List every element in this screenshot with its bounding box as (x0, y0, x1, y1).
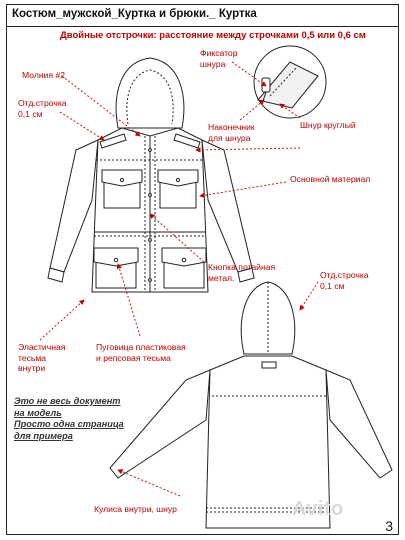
label-cord-tip-line1: Наконечник (208, 122, 255, 132)
label-main-fabric: Основной материал (290, 174, 371, 184)
label-topstitch (18, 98, 67, 119)
label-cord-tip-line2: для шнура (208, 132, 251, 143)
label-topstitch-line2: 0,1 см (18, 108, 43, 119)
label-hidden-button-line2: метал. (208, 272, 235, 283)
back-sleeve-left (110, 370, 210, 478)
label-back-topstitch-line2: 0,1 см (320, 280, 345, 291)
label-plastic-button-line2: и репсовая тесьма (96, 352, 171, 363)
note-line4: для примера (14, 430, 73, 441)
label-plastic-button (96, 342, 186, 363)
note-line2: на модель (14, 407, 62, 418)
label-plastic-button-line1: Пуговица пластиковая (96, 342, 186, 352)
label-cord-lock (200, 48, 237, 69)
label-zipper: Молния #2 (22, 70, 66, 80)
back-sleeve-right (326, 370, 392, 478)
label-hidden-button-line1: Кнопка потайная (208, 262, 276, 272)
label-round-cord: Шнур круглый (300, 120, 356, 130)
note-line1: Это не весь документ (14, 396, 121, 406)
note-line3: Просто одна страница (14, 419, 124, 429)
page-title: Костюм_мужской_Куртка и брюки._ Куртка (12, 8, 257, 20)
label-cord-lock-line2: шнура (200, 58, 226, 69)
label-elastic-line2: тесьма (18, 352, 47, 363)
label-elastic-line1: Эластичная (18, 342, 66, 352)
front-sleeve-right (202, 140, 252, 272)
label-cord-tip (208, 122, 255, 143)
label-elastic (18, 342, 65, 374)
label-back-topstitch (320, 270, 369, 291)
sample-note (14, 396, 124, 442)
page-subtitle: Двойные отстрочки: расстояние между строчками 0,5 или 0,6 см (60, 30, 366, 41)
page-number: 3 (385, 518, 393, 534)
back-jacket (110, 282, 392, 528)
front-sleeve-left (50, 140, 98, 272)
label-topstitch-line1: Отд.строчка (18, 98, 67, 108)
label-cord-lock-line1: Фиксатор (200, 48, 238, 58)
label-drawstring: Кулиса внутри, шнур (94, 504, 177, 514)
watermark: Avito (292, 498, 344, 520)
front-jacket (48, 58, 254, 292)
label-elastic-line3: внутри (18, 363, 46, 373)
label-back-topstitch-line1: Отд.строчка (320, 270, 369, 280)
cord-lock-detail (254, 46, 326, 118)
front-hood (116, 58, 184, 128)
label-hidden-button (208, 262, 275, 283)
